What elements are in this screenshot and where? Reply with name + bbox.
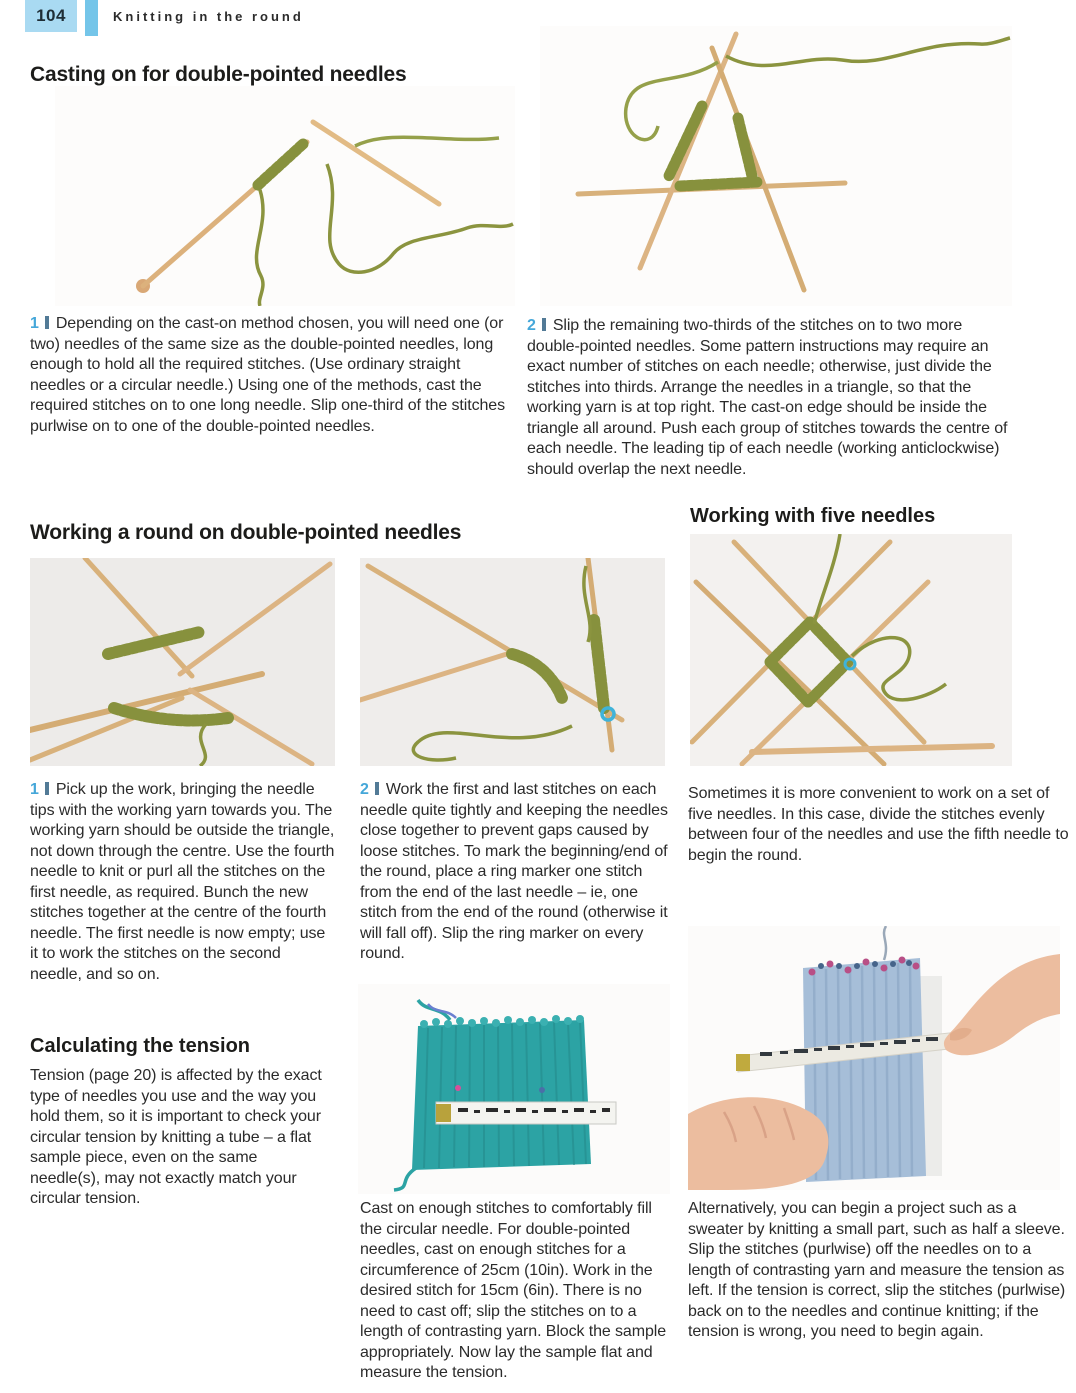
- working-round-step-1: [30, 780, 335, 985]
- five-needles-text: Sometimes it is more convenient to work on a set of five needles. In this case, divide the stitches evenly between four of the needles and use the fifth needle to begin the round.: [688, 785, 1069, 864]
- sleeve-tape-measure-photo: [688, 926, 1060, 1190]
- step-number: 2: [527, 317, 536, 334]
- casting-on-step-1: [30, 314, 510, 437]
- page-number: 104: [25, 0, 77, 32]
- step-number: 2: [360, 781, 369, 798]
- section-title-five-needles: Working with five needles: [690, 505, 936, 527]
- step-bar-icon: [542, 318, 546, 331]
- tension-caption-middle: Cast on enough stitches to comfortably fill the circular needle. For double-pointed needles, cast on enough stitches for a circumference of 25cm (10in). Work in the desired stitch for 15cm (6in). There is no need to cast off; slip the stitches on to a length of contrasting yarn. Block the sample appropriately. Now lay the sample flat and measure the tension.: [360, 1200, 666, 1381]
- step-number: 1: [30, 315, 39, 332]
- tension-text: Tension (page 20) is affected by the exact type of needles you use and the way you hold them, so it is important to check your circular tension by knitting a tube – a flat sample piece, even on the same needle(s), may not exactly match your circular tension.: [30, 1067, 322, 1207]
- ring-marker-photo: [360, 558, 665, 766]
- header-accent-bar: [85, 0, 98, 36]
- step-text: Depending on the cast-on method chosen, you will need one (or two) needles of the same size as the double-pointed needles, long enough to hold all the required stitches. (Use ordinary straight needles or a circular needle.) Using one of the methods, cast the required stitches on to one long needle. Slip one-third of the stitches purlwise on to one of the double-pointed needles.: [30, 315, 505, 435]
- needle-triangle-photo: [540, 26, 1012, 306]
- step-number: 1: [30, 781, 39, 798]
- tension-caption-right: Alternatively, you can begin a project such as a sweater by knitting a small part, such as half a sleeve. Slip the stitches (purlwise) off the needles on to a length of contrasting yarn and measure the tension as left. If the tension is correct, slip the stitches (purlwise) back on to the needles and continue knitting; if the tension is wrong, you need to begin again.: [688, 1200, 1066, 1340]
- teal-swatch-ruler-photo: [358, 984, 670, 1194]
- casting-on-step-2: [527, 316, 1015, 480]
- step-text: Slip the remaining two-thirds of the stitches on to two more double-pointed needles. Some pattern instructions may require an exact number of stitches on each needle; otherwise, just divide the stitches into thirds. Arrange the needles in a triangle, so that the working yarn is at top right. The cast-on edge should be inside the triangle all around. Push each group of stitches towards the centre of each needle. The leading tip of each needle (working anticlockwise) should overlap the next needle.: [527, 317, 1008, 478]
- step-bar-icon: [45, 316, 49, 329]
- step-bar-icon: [45, 782, 49, 795]
- running-head: Knitting in the round: [113, 9, 304, 24]
- step-text: Pick up the work, bringing the needle tips with the working yarn towards you. The working yarn should be outside the triangle, not down through the centre. Use the fourth needle to knit or purl all the stitches on the first needle, as required. Bunch the new stitches together at the centre of the fourth needle. The first needle is now empty; use it to work the stitches on the second needle, and so on.: [30, 781, 335, 983]
- five-needles-square-photo: [690, 534, 1012, 766]
- cast-on-long-needle-photo: [55, 86, 515, 306]
- step-bar-icon: [375, 782, 379, 795]
- section-title-casting-on: Casting on for double-pointed needles: [30, 63, 407, 86]
- step-text: Work the first and last stitches on each needle quite tightly and keeping the needles close together to prevent gaps caused by loose stitches. To mark the beginning/end of the round, place a ring marker one stitch from the end of the last needle – ie, one stitch from the end of the round (otherwise it will fall off). Slip the ring marker on every round.: [360, 781, 668, 962]
- pick-up-work-photo: [30, 558, 335, 766]
- working-round-step-2: [360, 780, 668, 965]
- section-title-working-round: Working a round on double-pointed needles: [30, 521, 462, 544]
- section-title-tension: Calculating the tension: [30, 1035, 251, 1057]
